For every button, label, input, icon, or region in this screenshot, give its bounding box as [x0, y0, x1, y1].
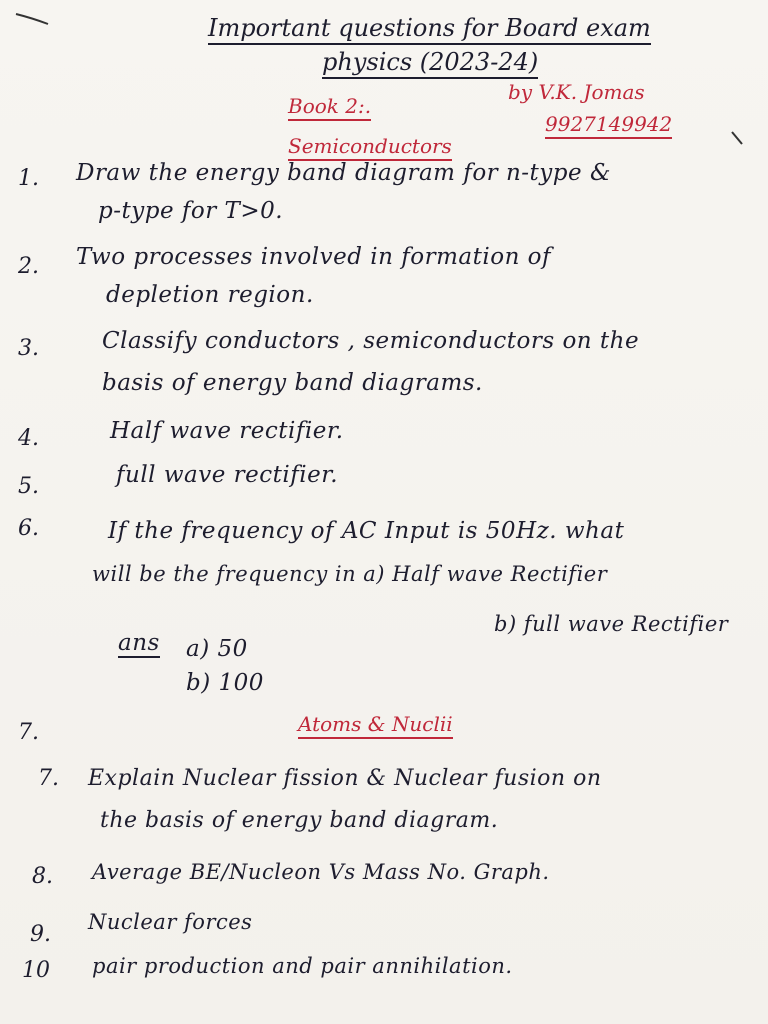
answer-b: b) 100	[186, 670, 264, 696]
section-title-atoms-nuclii: Atoms & Nuclii	[298, 712, 453, 739]
pen-stroke-mark	[12, 8, 52, 28]
question-8-line-1: Average BE/Nucleon Vs Mass No. Graph.	[92, 860, 550, 884]
question-1-line-2: p-type for T>0.	[98, 198, 284, 224]
question-10-line-1: pair production and pair annihilation.	[92, 954, 513, 978]
title-line-2: physics (2023-24)	[322, 48, 538, 79]
title-line-1: Important questions for Board exam	[208, 14, 651, 45]
question-3-line-2: basis of energy band diagrams.	[102, 370, 483, 396]
book-label: Book 2:.	[288, 94, 371, 121]
question-number-1: 1.	[18, 166, 39, 191]
question-3-line-1: Classify conductors , semiconductors on the	[102, 328, 640, 354]
section-2-number: 7.	[18, 720, 39, 745]
question-7-line-1: Explain Nuclear fission & Nuclear fusion on	[88, 766, 602, 791]
question-number-8: 8.	[32, 864, 53, 889]
pen-stroke-mark-right	[728, 128, 748, 148]
question-number-10: 10	[22, 958, 50, 983]
question-2-line-1: Two processes involved in formation of	[76, 244, 552, 270]
phone-number: 9927149942	[545, 112, 672, 139]
author-name: by V.K. Jomas	[508, 80, 645, 104]
question-4-line-1: Half wave rectifier.	[110, 418, 344, 444]
question-number-3: 3.	[18, 336, 39, 361]
question-number-7: 7.	[38, 766, 59, 791]
answer-a: a) 50	[186, 636, 248, 662]
question-1-line-1: Draw the energy band diagram for n-type &	[76, 160, 611, 186]
question-number-2: 2.	[18, 254, 39, 279]
answer-label: ans	[118, 630, 160, 656]
question-number-5: 5.	[18, 474, 39, 499]
question-5-line-1: full wave rectifier.	[116, 462, 339, 488]
question-number-4: 4.	[18, 426, 39, 451]
question-7-line-2: the basis of energy band diagram.	[100, 808, 499, 833]
question-2-line-2: depletion region.	[106, 282, 314, 308]
question-6-line-2: will be the frequency in a) Half wave Rectifier	[92, 562, 608, 586]
question-9-line-1: Nuclear forces	[88, 910, 253, 934]
question-6-line-3: b) full wave Rectifier	[494, 612, 729, 636]
question-number-6: 6.	[18, 516, 39, 541]
question-6-line-1: If the frequency of AC Input is 50Hz. what	[108, 518, 625, 544]
section-title-semiconductors: Semiconductors	[288, 134, 452, 161]
question-number-9: 9.	[30, 922, 51, 947]
